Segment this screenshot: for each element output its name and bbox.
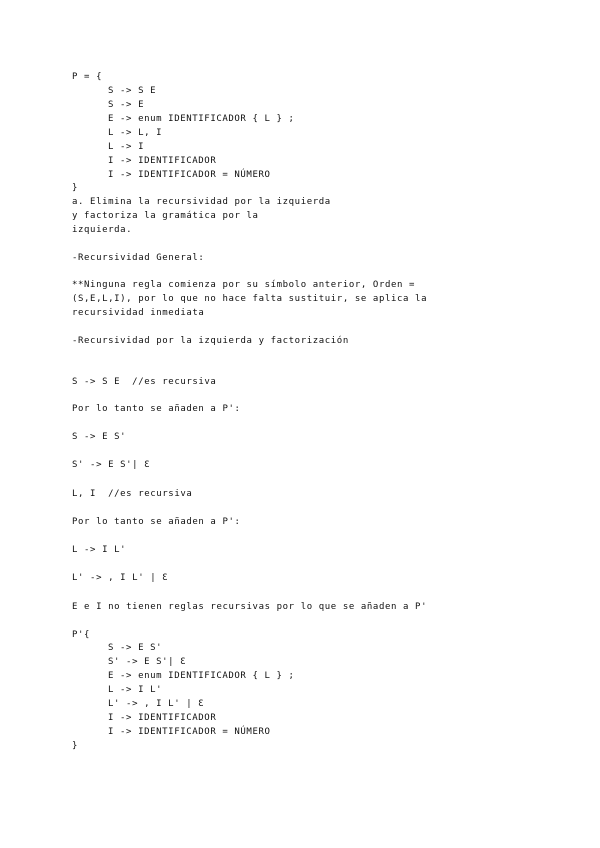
grammar-rule: S -> E xyxy=(108,100,145,110)
l-rule: L -> I L' xyxy=(72,545,127,555)
grammar-rule: E -> enum IDENTIFICADOR { L } ; xyxy=(108,114,295,124)
question-line: y factoriza la gramática por la xyxy=(72,211,259,221)
final-grammar-rule: I -> IDENTIFICADOR = NÚMERO xyxy=(108,727,271,737)
grammar-open: P = { xyxy=(72,72,103,82)
s-added-line: Por lo tanto se añaden a P': xyxy=(72,404,241,414)
final-grammar-rule: S -> E S' xyxy=(108,643,163,653)
grammar-rule: I -> IDENTIFICADOR xyxy=(108,156,217,166)
final-grammar-rule: L' -> , I L' | Ɛ xyxy=(108,699,205,709)
final-grammar-close: } xyxy=(72,741,79,751)
note-line: **Ninguna regla comienza por su símbolo anterior, Orden = xyxy=(72,280,416,290)
final-grammar-rule: S' -> E S'| Ɛ xyxy=(108,657,187,667)
note-line: recursividad inmediata xyxy=(72,308,205,318)
question-line: a. Elimina la recursividad por la izquierda xyxy=(72,197,331,207)
s-rule: S' -> E S'| Ɛ xyxy=(72,460,151,470)
l-added-line: Por lo tanto se añaden a P': xyxy=(72,517,241,527)
final-grammar-rule: I -> IDENTIFICADOR xyxy=(108,713,217,723)
final-grammar-rule: L -> I L' xyxy=(108,685,163,695)
s-recursive-line: S -> S E //es recursiva xyxy=(72,377,217,387)
l-recursive-line: L, I //es recursiva xyxy=(72,489,193,499)
grammar-rule: S -> S E xyxy=(108,86,157,96)
ei-note: E e I no tienen reglas recursivas por lo que se añaden a P' xyxy=(72,602,428,612)
l-rule: L' -> , I L' | Ɛ xyxy=(72,573,169,583)
s-rule: S -> E S' xyxy=(72,432,127,442)
final-grammar-open: P'{ xyxy=(72,630,91,640)
final-grammar-rule: E -> enum IDENTIFICADOR { L } ; xyxy=(108,671,295,681)
grammar-rule: L -> I xyxy=(108,142,145,152)
grammar-rule: L -> L, I xyxy=(108,128,163,138)
grammar-rule: I -> IDENTIFICADOR = NÚMERO xyxy=(108,170,271,180)
note-line: (S,E,L,I), por lo que no hace falta sustituir, se aplica la xyxy=(72,294,428,304)
grammar-close: } xyxy=(72,183,79,193)
question-line: izquierda. xyxy=(72,225,133,235)
section-heading-left: -Recursividad por la izquierda y factorización xyxy=(72,336,349,346)
section-heading-general: -Recursividad General: xyxy=(72,253,205,263)
